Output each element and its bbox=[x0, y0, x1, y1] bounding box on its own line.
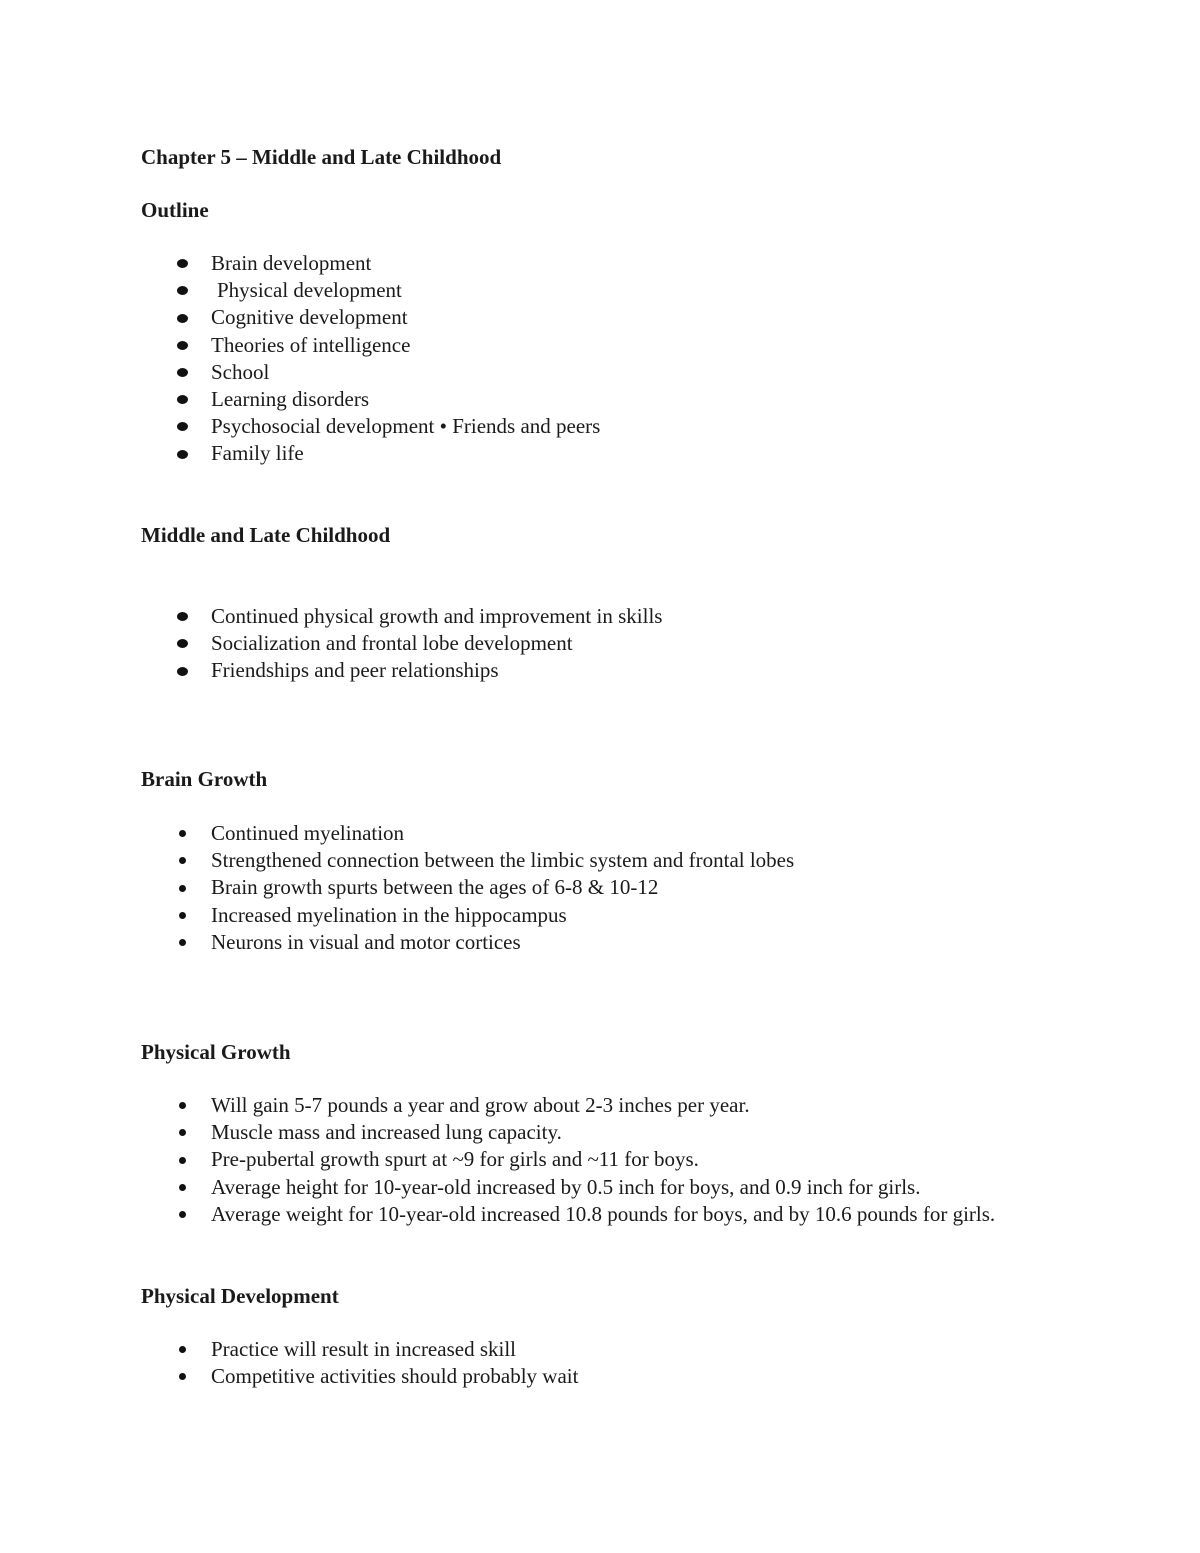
outline-heading: Outline bbox=[141, 198, 209, 222]
section-heading: Physical Growth bbox=[141, 1040, 291, 1064]
list-item: Neurons in visual and motor cortices bbox=[0, 929, 1051, 956]
list-item: Learning disorders bbox=[0, 386, 1051, 413]
bullet-icon bbox=[175, 277, 189, 304]
bullet-icon bbox=[175, 413, 189, 440]
bullet-icon bbox=[175, 440, 189, 467]
list-item: Physical development bbox=[0, 277, 1057, 304]
middle-late-list bbox=[0, 603, 1051, 685]
bullet-icon bbox=[175, 874, 189, 901]
physical-development-list bbox=[0, 1336, 1051, 1390]
bullet-icon bbox=[175, 1174, 189, 1201]
list-item: Friendships and peer relationships bbox=[0, 657, 1051, 684]
list-item: Theories of intelligence bbox=[0, 332, 1051, 359]
list-item: Practice will result in increased skill bbox=[0, 1336, 1051, 1363]
bullet-icon bbox=[175, 1092, 189, 1119]
bullet-icon bbox=[175, 902, 189, 929]
list-item: Strengthened connection between the limbic system and frontal lobes bbox=[0, 847, 1051, 874]
bullet-icon bbox=[175, 847, 189, 874]
list-item: Cognitive development bbox=[0, 304, 1051, 331]
bullet-icon bbox=[175, 1119, 189, 1146]
list-item: Muscle mass and increased lung capacity. bbox=[0, 1119, 1051, 1146]
bullet-icon bbox=[175, 1146, 189, 1173]
list-item: Average height for 10-year-old increased by 0.5 inch for boys, and 0.9 inch for girls. bbox=[0, 1174, 1051, 1201]
list-item: Continued myelination bbox=[0, 820, 1051, 847]
list-item: Average weight for 10-year-old increased 10.8 pounds for boys, and by 10.6 pounds for girls. bbox=[0, 1201, 1051, 1228]
bullet-icon bbox=[175, 1201, 189, 1228]
list-item: Family life bbox=[0, 440, 1051, 467]
bullet-icon bbox=[175, 929, 189, 956]
list-item: Psychosocial development • Friends and peers bbox=[0, 413, 1051, 440]
document-title: Chapter 5 – Middle and Late Childhood bbox=[141, 145, 502, 169]
list-item: Brain development bbox=[0, 250, 1051, 277]
bullet-icon bbox=[175, 359, 189, 386]
bullet-icon bbox=[175, 304, 189, 331]
section-heading: Physical Development bbox=[141, 1284, 339, 1308]
bullet-icon bbox=[175, 630, 189, 657]
section-heading: Brain Growth bbox=[141, 767, 268, 791]
brain-growth-list bbox=[0, 820, 1051, 956]
list-item: Increased myelination in the hippocampus bbox=[0, 902, 1051, 929]
bullet-icon bbox=[175, 1336, 189, 1363]
list-item: Will gain 5-7 pounds a year and grow about 2-3 inches per year. bbox=[0, 1092, 1051, 1119]
list-item: Socialization and frontal lobe development bbox=[0, 630, 1051, 657]
list-item: Competitive activities should probably wait bbox=[0, 1363, 1051, 1390]
bullet-icon bbox=[175, 250, 189, 277]
bullet-icon bbox=[175, 332, 189, 359]
physical-growth-list bbox=[0, 1092, 1051, 1228]
bullet-icon bbox=[175, 820, 189, 847]
list-item: Continued physical growth and improvement in skills bbox=[0, 603, 1051, 630]
outline-list bbox=[0, 250, 1057, 468]
bullet-icon bbox=[175, 603, 189, 630]
bullet-icon bbox=[175, 657, 189, 684]
list-item: Brain growth spurts between the ages of 6-8 & 10-12 bbox=[0, 874, 1051, 901]
list-item: Pre-pubertal growth spurt at ~9 for girls and ~11 for boys. bbox=[0, 1146, 1051, 1173]
bullet-icon bbox=[175, 386, 189, 413]
bullet-icon bbox=[175, 1363, 189, 1390]
list-item: School bbox=[0, 359, 1051, 386]
section-heading: Middle and Late Childhood bbox=[141, 523, 391, 547]
